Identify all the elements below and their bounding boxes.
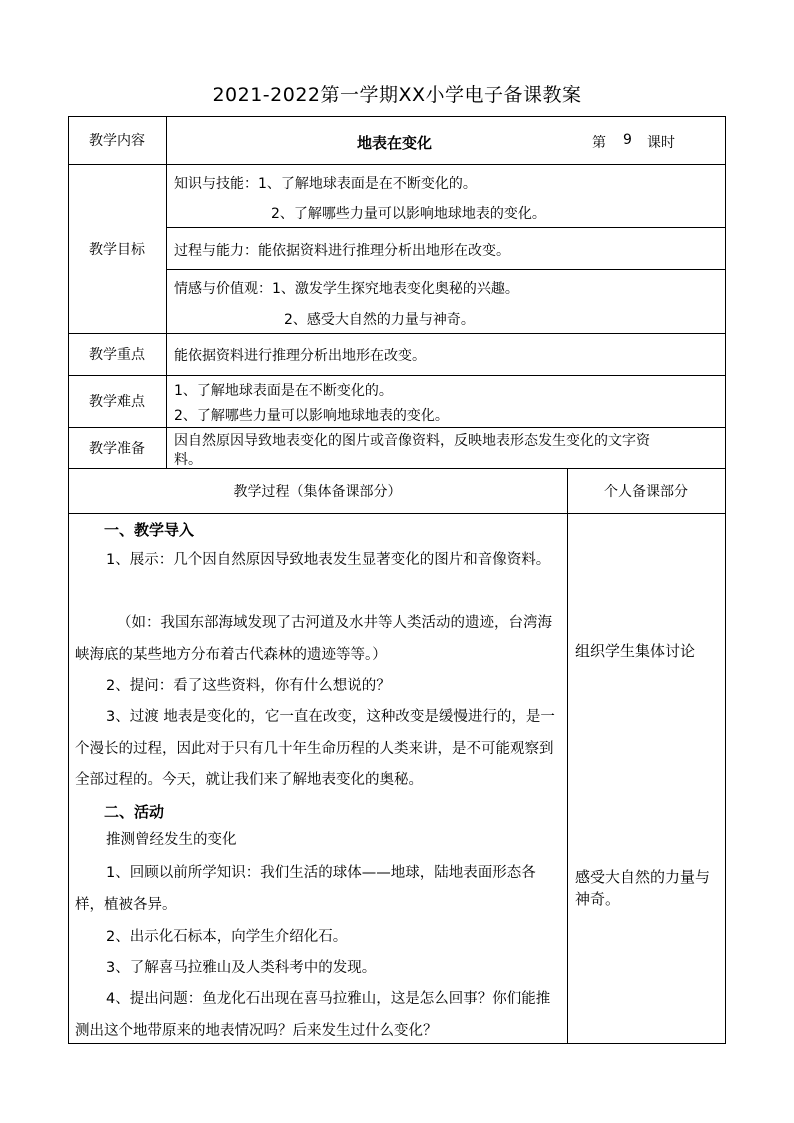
- difficulty-label: 教学难点: [89, 394, 145, 410]
- section-intro-title: 一、教学导入: [104, 521, 195, 539]
- row-line: [68, 427, 726, 428]
- process-paragraph: 3、了解喜马拉雅山及人类科考中的发现。: [106, 960, 377, 976]
- table-border-right: [725, 116, 726, 1044]
- preparation-label: 教学准备: [89, 440, 145, 457]
- objective-emotion-2: 2、感受大自然的力量与神奇。: [284, 312, 475, 328]
- content-label: 教学内容: [89, 133, 145, 149]
- preparation-line-1: 因自然原因导致地表变化的图片或音像资料，反映地表形态发生变化的文字资: [174, 433, 650, 449]
- process-paragraph: 推测曾经发生的变化: [106, 832, 237, 848]
- process-paragraph: 4、提出问题：鱼龙化石出现在喜马拉雅山，这是怎么回事？你们能推测出这个地带原来的地表情况吗？后来发生过什么变化？: [75, 991, 551, 1039]
- process-divider: [567, 468, 568, 1043]
- process-paragraph: 2、提问：看了这些资料，你有什么想说的？: [106, 678, 391, 694]
- lesson-no: 9: [623, 132, 632, 148]
- process-paragraph: 1、展示：几个因自然原因导致地表发生显著变化的图片和音像资料。: [106, 552, 551, 568]
- key-point-label: 教学重点: [89, 347, 145, 363]
- row-line: [68, 333, 726, 334]
- preparation-line-2: 料。: [174, 452, 202, 468]
- section-activity-title: 二、活动: [104, 803, 165, 821]
- objective-emotion-1: 情感与价值观：1、激发学生探究地表变化奥秘的兴趣。: [174, 281, 519, 297]
- row-line: [68, 375, 726, 376]
- row-line: [166, 269, 726, 270]
- process-paragraph: （如：我国东部海域发现了古河道及水井等人类活动的遗迹，台湾海峡海底的某些地方分布着古代森林的遗迹等等。）: [75, 615, 552, 663]
- objectives-label: 教学目标: [89, 241, 145, 258]
- objective-knowledge-1: 知识与技能：1、了解地球表面是在不断变化的。: [174, 176, 477, 192]
- personal-note-1: 组织学生集体讨论: [575, 642, 696, 660]
- personal-note-2: 感受大自然的力量与神奇。: [575, 868, 711, 908]
- process-paragraph: 3、过渡 地表是变化的，它一直在改变，这种改变是缓慢进行的，是一个漫长的过程，因此对于只有几十年生命历程的人类来讲，是不可能观察到全部过程的。今天，就让我们来了解地表变化的奥秘。: [75, 709, 555, 788]
- row-line: [68, 513, 726, 514]
- objective-knowledge-2: 2、了解哪些力量可以影响地球地表的变化。: [271, 206, 546, 222]
- lesson-no-prefix: 第: [592, 135, 606, 151]
- lesson-no-suffix: 课时: [647, 135, 675, 151]
- process-header-right: 个人备课部分: [604, 483, 688, 500]
- row-line: [166, 227, 726, 228]
- process-paragraph: 2、出示化石标本，向学生介绍化石。: [106, 929, 348, 945]
- key-point-text: 能依据资料进行推理分析出地形在改变。: [174, 348, 426, 364]
- process-paragraph: 1、回顾以前所学知识：我们生活的球体——地球，陆地表面形态各样，植被各异。: [75, 865, 536, 913]
- process-header-left: 教学过程（集体备课部分）: [233, 483, 402, 500]
- page-title: 2021-2022第一学期XX小学电子备课教案: [212, 84, 582, 106]
- difficulty-line-1: 1、了解地球表面是在不断变化的。: [174, 383, 393, 399]
- difficulty-line-2: 2、了解哪些力量可以影响地球地表的变化。: [174, 408, 449, 424]
- row-line: [68, 164, 726, 165]
- lesson-title: 地表在变化: [357, 134, 433, 152]
- label-divider: [166, 116, 167, 468]
- objective-process: 过程与能力：能依据资料进行推理分析出地形在改变。: [174, 243, 510, 259]
